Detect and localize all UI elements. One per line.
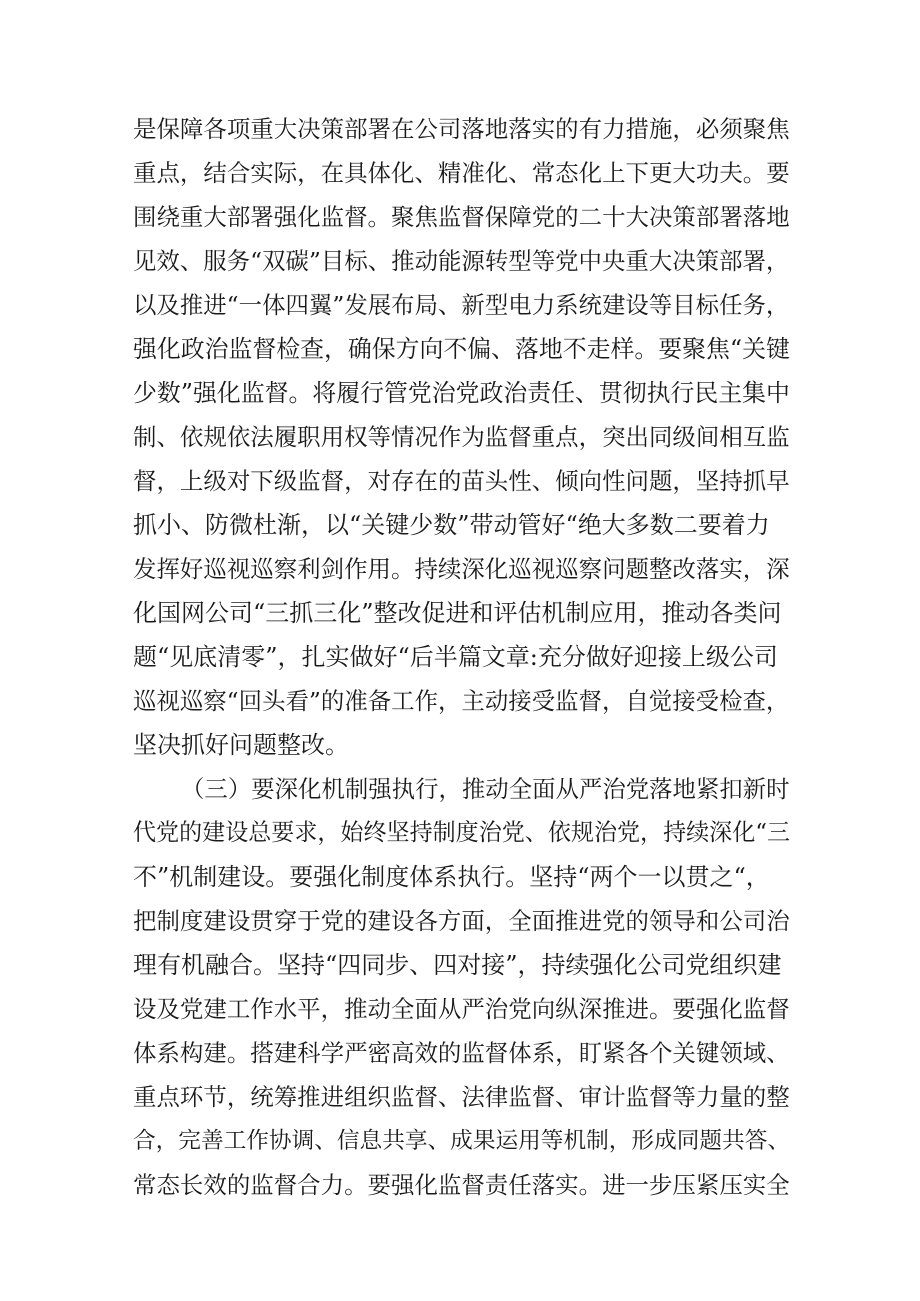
text-line: 以及推进“一体四翼”发展布局、新型电力系统建设等目标任务， [133,291,790,319]
text-line: 重点环节，统筹推进组织监督、法律监督、审计监督等力量的整 [133,1083,790,1111]
text-line: 不”机制建设。要强化制度体系执行。坚持“两个一以贯之“， [133,863,770,891]
text-line: 督，上级对下级监督，对存在的苗头性、倾向性问题，坚持抓早 [133,467,790,495]
text-line: 围绕重大部署强化监督。聚焦监督保障党的二十大决策部署落地 [133,203,790,231]
text-line: 理有机融合。坚持“四同步、四对接”，持续强化公司党组织建 [133,951,782,979]
text-line: 代党的建设总要求，始终坚持制度治党、依规治党，持续深化“三 [133,820,791,846]
text-line: 抓小、防微杜渐，以“关键少数”带动管好“绝大多数二要着力 [133,511,770,539]
text-line: 强化政治监督检查，确保方向不偏、落地不走样。要聚焦“关键 [133,335,790,363]
text-line: 坚决抓好问题整改。 [133,731,349,759]
text-line: 重点，结合实际，在具体化、精准化、常态化上下更大功夫。要 [133,159,790,187]
text-line: 制、依规依法履职用权等情况作为监督重点，突出同级间相互监 [133,423,790,451]
text-line: 体系构建。搭建科学严密高效的监督体系，盯紧各个关键领域、 [133,1039,790,1067]
text-line: 是保障各项重大决策部署在公司落地落实的有力措施，必须聚焦 [133,115,790,143]
text-line: 常态长效的监督合力。要强化监督责任落实。进一步压紧压实全 [133,1171,790,1199]
paragraph-heading-line: （三）要深化机制强执行，推动全面从严治党落地紧扣新时 [181,775,790,803]
text-line: 把制度建设贯穿于党的建设各方面，全面推进党的领导和公司治 [133,907,790,935]
text-line: 见效、服务“双碳”目标、推动能源转型等党中央重大决策部署， [133,247,790,275]
text-line: 合，完善工作协调、信息共享、成果运用等机制，形成同题共答、 [133,1128,791,1154]
text-line: 少数”强化监督。将履行管党治党政治责任、贯彻执行民主集中 [133,379,790,407]
text-line: 设及党建工作水平，推动全面从严治党向纵深推进。要强化监督 [133,995,790,1023]
text-line: 化国网公司“三抓三化”整改促进和评估机制应用，推动各类问 [133,599,782,627]
text-line: 题“见底清零”，扎实做好“后半篇文章:充分做好迎接上级公司 [133,643,778,671]
text-line: 巡视巡察“回头看”的准备工作，主动接受监督，自觉接受检查， [133,687,790,715]
text-line: 发挥好巡视巡察利剑作用。持续深化巡视巡察问题整改落实，深 [133,555,790,583]
